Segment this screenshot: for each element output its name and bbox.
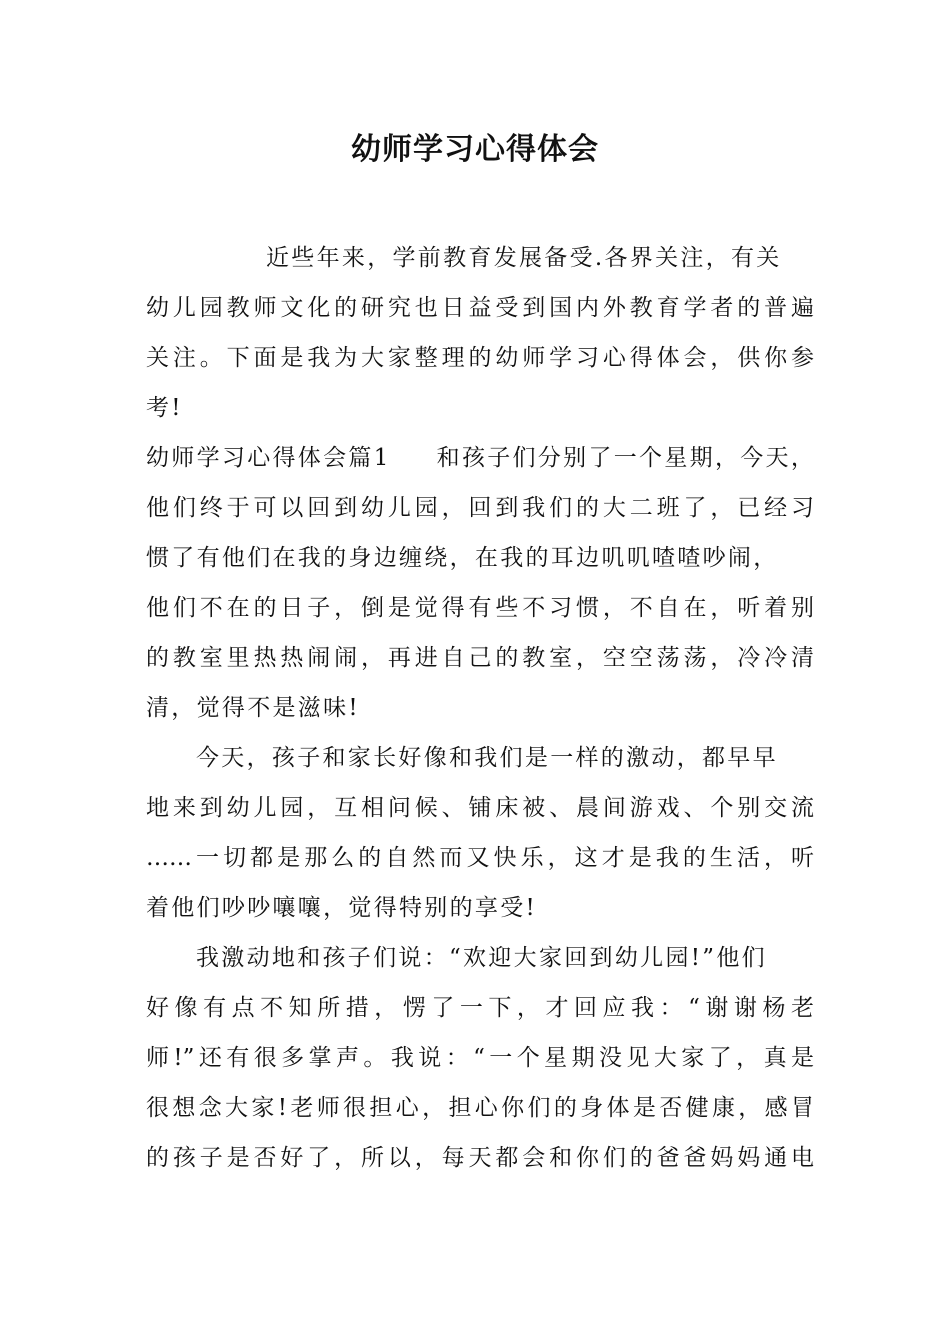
text-line: 关注。下面是我为大家整理的幼师学习心得体会，供你参 [146, 345, 814, 371]
text-line: 他们终于可以回到幼儿园，回到我们的大二班了，已经习 [146, 495, 814, 521]
text-line: 清，觉得不是滋味! [146, 695, 360, 721]
section-heading-line [146, 433, 817, 483]
text-segment: 和孩子们分别了一个星期，今天， [436, 445, 817, 471]
document-body [146, 233, 817, 1183]
text-line: 幼儿园教师文化的研究也日益受到国内外教育学者的普遍 [146, 295, 814, 321]
section-heading: 幼师学习心得体会篇1 [146, 445, 391, 471]
text-line: 好像有点不知所措，愣了一下，才回应我：“谢谢杨老 [146, 995, 814, 1021]
text-line: ……一切都是那么的自然而又快乐，这才是我的生活，听 [146, 845, 814, 871]
page-title: 幼师学习心得体会 [351, 132, 599, 167]
text-line: 很想念大家!老师很担心，担心你们的身体是否健康，感冒 [146, 1095, 814, 1121]
text-line: 地来到幼儿园，互相问候、铺床被、晨间游戏、个别交流 [146, 795, 814, 821]
text-line: 今天，孩子和家长好像和我们是一样的激动，都早早 [196, 745, 778, 771]
text-line: 的孩子是否好了，所以，每天都会和你们的爸爸妈妈通电 [146, 1145, 814, 1171]
text-line: 他们不在的日子，倒是觉得有些不习惯，不自在，听着别 [146, 595, 814, 621]
text-line: 考! [146, 395, 183, 421]
text-line: 着他们吵吵嚷嚷，觉得特别的享受! [146, 895, 538, 921]
text-line: 我激动地和孩子们说：“欢迎大家回到幼儿园!”他们 [196, 945, 767, 971]
text-line: 的教室里热热闹闹，再进自己的教室，空空荡荡，冷冷清 [146, 645, 814, 671]
text-line: 师!”还有很多掌声。我说：“一个星期没见大家了，真是 [146, 1045, 814, 1071]
text-line: 近些年来，学前教育发展备受.各界关注，有关 [266, 245, 782, 271]
text-line: 惯了有他们在我的身边缠绕，在我的耳边叽叽喳喳吵闹， [146, 545, 779, 571]
